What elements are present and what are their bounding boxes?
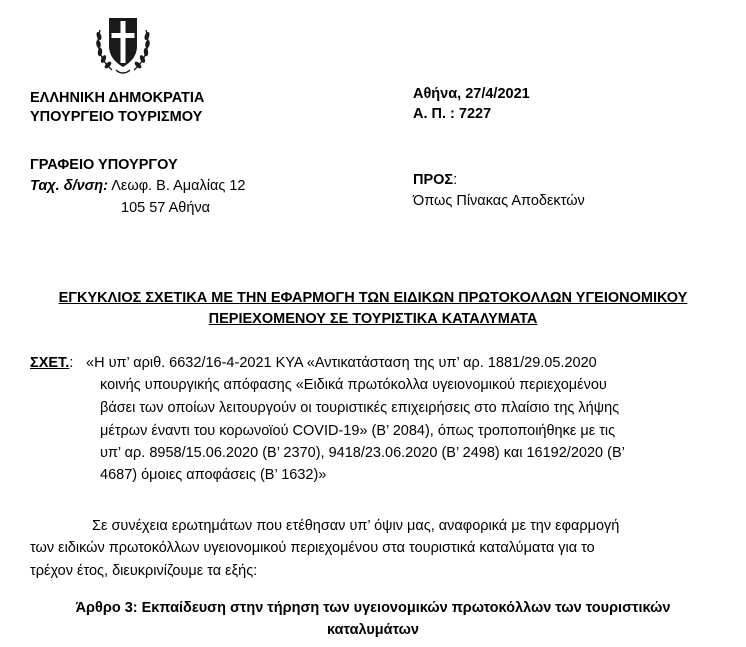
body-line-1: Σε συνέχεια ερωτημάτων που ετέθησαν υπ’ όψιν μας, αναφορικά με την εφαρμογή: [92, 518, 620, 534]
office-name: ΓΡΑΦΕΙΟ ΥΠΟΥΡΓΟΥ: [30, 157, 178, 173]
reference-label: [30, 355, 73, 371]
body-line-2: των ειδικών πρωτοκόλλων υγειονομικού περιεχομένου στα τουριστικά καταλύματα για το: [30, 540, 595, 556]
reference-line-3: βάσει των οποίων λειτουργούν οι τουριστικές επιχειρήσεις στο πλαίσιο της λήψης: [100, 400, 620, 416]
subject-line-2: ΠΕΡΙΕΧΟΜΕΝΟΥ ΣΕ ΤΟΥΡΙΣΤΙΚΑ ΚΑΤΑΛΥΜΑΤΑ: [208, 311, 538, 327]
reference-line-2: κοινής υπουργικής απόφασης «Ειδικά πρωτόκολλα υγειονομικού περιεχομένου: [100, 377, 607, 393]
article-heading-line-2: καταλυμάτων: [327, 622, 419, 638]
protocol-number: 7227: [458, 106, 492, 122]
ministry-name: ΥΠΟΥΡΓΕΙΟ ΤΟΥΡΙΣΜΟΥ: [30, 109, 203, 125]
reference-colon: :: [69, 355, 74, 371]
reference-abbrev: ΣΧΕΤ.: [30, 355, 70, 371]
article-heading-line-1: Άρθρο 3: Εκπαίδευση στην τήρηση των υγειονομικών πρωτοκόλλων των τουριστικών: [75, 600, 671, 616]
to-colon: :: [453, 172, 458, 188]
protocol-number-line: [413, 106, 491, 122]
country-name: ΕΛΛΗΝΙΚΗ ΔΗΜΟΚΡΑΤΙΑ: [30, 90, 205, 106]
address-label: Ταχ. δ/νση:: [30, 178, 108, 194]
body-line-3: τρέχον έτος, διευκρινίζουμε τα εξής:: [30, 563, 258, 579]
recipients-heading: [413, 172, 457, 188]
document-date: Αθήνα, 27/4/2021: [413, 86, 530, 102]
reference-line-5: υπ’ αρ. 8958/15.06.2020 (Β’ 2370), 9418/23.06.2020 (Β’ 2498) και 16192/2020 (Β’: [100, 445, 625, 461]
reference-line-6: 4687) όμοιες αποφάσεις (Β’ 1632)»: [100, 467, 327, 483]
greek-coat-of-arms-icon: [90, 8, 156, 78]
subject-line-1: ΕΓΚΥΚΛΙΟΣ ΣΧΕΤΙΚΑ ΜΕ ΤΗΝ ΕΦΑΡΜΟΓΗ ΤΩΝ ΕΙΔΙΚΩΝ ΠΡΩΤΟΚΟΛΛΩΝ ΥΓΕΙΟΝΟΜΙΚΟΥ: [58, 290, 688, 306]
reference-line-4: μέτρων έναντι του κορωνοϊού COVID-19» (Β’ 2084), όπως τροποποιήθηκε με τις: [100, 423, 616, 439]
address-street: Λεωφ. Β. Αμαλίας 12: [111, 178, 246, 194]
to-label: ΠΡΟΣ: [413, 172, 454, 188]
reference-line-1: «Η υπ’ αριθ. 6632/16-4-2021 ΚΥΑ «Αντικατάσταση της υπ’ αρ. 1881/29.05.2020: [86, 355, 597, 371]
protocol-label: Α. Π. :: [413, 106, 455, 122]
address-line-1: [30, 178, 246, 194]
recipients: Όπως Πίνακας Αποδεκτών: [413, 193, 585, 209]
address-line-2: 105 57 Αθήνα: [121, 200, 211, 216]
